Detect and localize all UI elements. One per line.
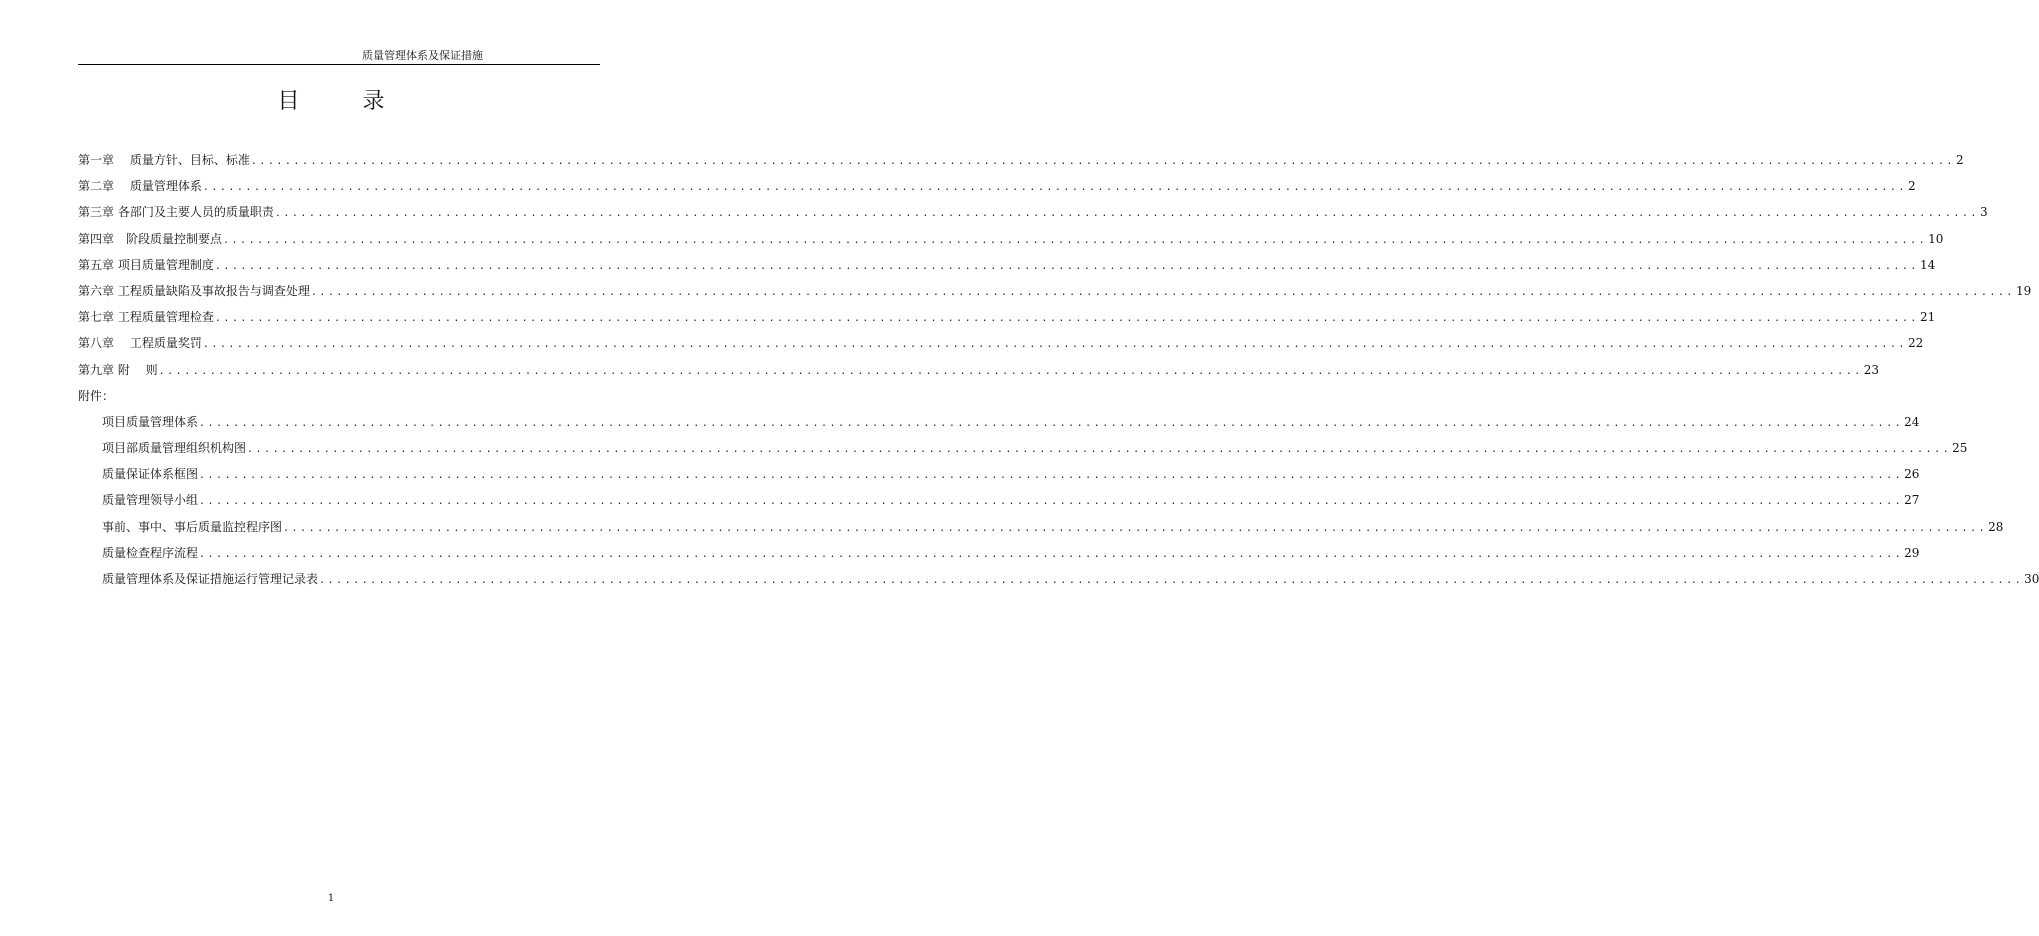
toc-entry-page: 21 (1919, 310, 1936, 325)
running-header-title: 质量管理体系及保证措施 (362, 49, 483, 62)
toc-attachment-entry[interactable] (78, 570, 2039, 596)
dot-leader: ........................................................................................................................................................................................................ (214, 313, 1919, 325)
toc-entry-page: 14 (1919, 257, 1936, 272)
toc-attachment-entry[interactable] (78, 491, 1920, 517)
toc-attachment-entry[interactable] (78, 518, 2004, 544)
toc-entry-page: 30 (2024, 572, 2039, 586)
toc-entry-label: 第八章 工程质量奖罚 (78, 336, 202, 351)
dot-leader: ........................................................................................................................................................................................................ (247, 444, 1952, 456)
dot-leader: ........................................................................................................................................................................................................ (283, 522, 1988, 534)
dot-leader: ........................................................................................................................................................................................................ (310, 286, 2015, 298)
dot-leader: ........................................................................................................................................................................................................ (319, 575, 2024, 586)
toc-entry-label: 第七章 工程质量管理检查 (78, 310, 214, 325)
toc-entry-page: 2 (1955, 153, 1964, 167)
toc-entry-page: 28 (1988, 519, 2004, 534)
toc-entry-page: 2 (1907, 179, 1916, 194)
toc-entry-page: 19 (2015, 283, 2032, 298)
toc-entry-label: 第二章 质量管理体系 (78, 179, 202, 194)
dot-leader: ........................................................................................................................................................................................................ (274, 208, 1979, 220)
toc-entry-page: 27 (1904, 493, 1920, 508)
toc-entry-page: 22 (1907, 336, 1924, 351)
toc-entry[interactable] (78, 308, 1936, 334)
toc-entry-page: 29 (1904, 545, 1920, 560)
toc-entry-label: 质量保证体系框图 (102, 467, 199, 482)
toc-entry-label: 第六章 工程质量缺陷及事故报告与调查处理 (78, 283, 310, 298)
dot-leader: ........................................................................................................................................................................................................ (199, 417, 1904, 429)
dot-leader: ........................................................................................................................................................................................................ (223, 234, 1928, 246)
toc-entry-label: 第九章 附 则 (78, 362, 158, 377)
dot-leader: ........................................................................................................................................................................................................ (202, 182, 1907, 194)
toc-entry[interactable] (78, 282, 2032, 308)
toc-attachment-entry[interactable] (78, 544, 1920, 570)
toc-entry-label: 质量检查程序流程 (102, 545, 199, 560)
dot-leader: ........................................................................................................................................................................................................ (202, 339, 1907, 351)
toc-attachment-entry[interactable] (78, 465, 1920, 491)
footer-page-number: 1 (327, 893, 335, 904)
toc-entry-page: 26 (1904, 467, 1920, 482)
toc-entry-page: 25 (1952, 441, 1968, 456)
toc-entry-page: 10 (1928, 231, 1944, 246)
toc-entry-label: 第三章 各部门及主要人员的质量职责 (78, 205, 274, 220)
toc-entry-label: 项目质量管理体系 (102, 414, 199, 429)
toc-entry-label: 事前、事中、事后质量监控程序图 (102, 519, 283, 534)
toc-entry-label: 项目部质量管理组织机构图 (102, 441, 247, 456)
toc-entry[interactable] (78, 256, 1936, 282)
toc-entry[interactable] (78, 230, 1944, 256)
toc-entry[interactable] (78, 151, 1964, 177)
toc-entry-label: 第五章 项目质量管理制度 (78, 257, 214, 272)
toc-heading: 目 录 (277, 89, 413, 114)
toc-entry-label: 质量管理领导小组 (102, 493, 199, 508)
toc-entry[interactable] (78, 334, 1924, 360)
dot-leader: ........................................................................................................................................................................................................ (199, 470, 1904, 482)
table-of-contents (78, 151, 2039, 596)
toc-entry-page: 24 (1904, 414, 1920, 429)
toc-entry-label: 质量管理体系及保证措施运行管理记录表 (102, 572, 319, 586)
toc-entry-label: 第四章 阶段质量控制要点 (78, 231, 223, 246)
toc-attachment-entry[interactable] (78, 413, 1920, 439)
dot-leader: ........................................................................................................................................................................................................ (214, 260, 1919, 272)
toc-entry[interactable] (78, 203, 1988, 229)
attachments-label: 附件： (78, 388, 115, 403)
toc-entry[interactable] (78, 361, 1880, 387)
header-rule (78, 64, 600, 65)
dot-leader: ........................................................................................................................................................................................................ (250, 156, 1955, 167)
toc-attachment-entry[interactable] (78, 439, 1968, 465)
toc-entry-label: 第一章 质量方针、目标、标准 (78, 153, 250, 167)
dot-leader: ........................................................................................................................................................................................................ (158, 365, 1863, 377)
dot-leader: ........................................................................................................................................................................................................ (199, 548, 1904, 560)
toc-entry-page: 23 (1863, 362, 1880, 377)
dot-leader: ........................................................................................................................................................................................................ (199, 496, 1904, 508)
toc-entry[interactable] (78, 177, 1916, 203)
toc-entry-page: 3 (1979, 205, 1988, 220)
